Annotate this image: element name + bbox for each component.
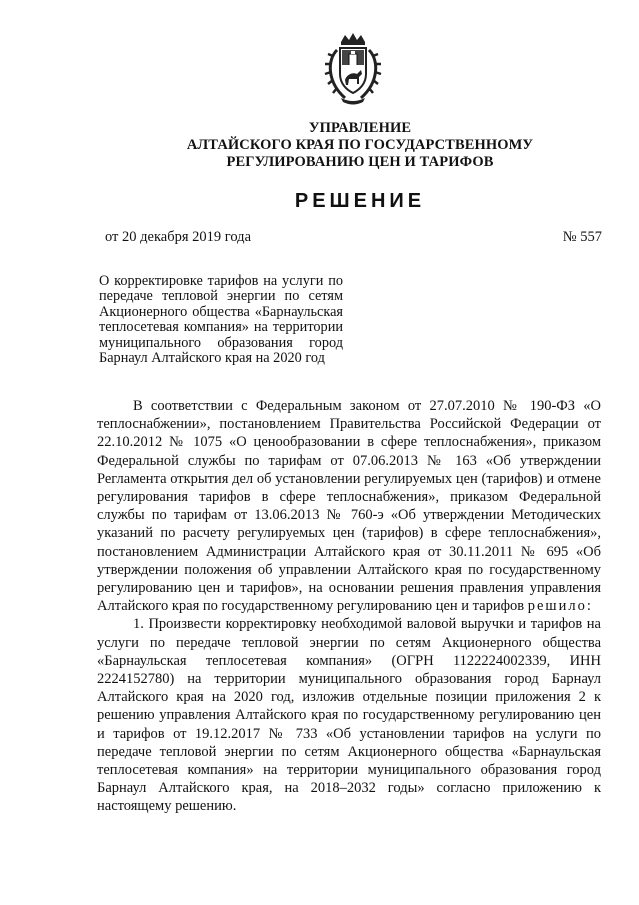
document-subject: О корректировке тарифов на услуги по передаче тепловой энергии по сетям Акционерного общества «Барнаульская теплосетевая компания» на территории муниципального образования город Барнаул Алтайского края на 2020 год [99,273,343,367]
preamble-colon: : [586,598,591,615]
preamble-text: В соответствии с Федеральным законом от 27.07.2010 № 190-ФЗ «О теплоснабжении», постановлением Правительства Российской Федерации от 22.10.2012 № 1075 «О ценообразовании в сфере теплоснабжения», приказом Федеральной службы по тарифам от 07.06.2013 № 163 «Об утверждении Регламента открытия дел об установлении регулируемых цен (тарифов) и отмене регулирования тарифов в сфере теплоснабжения», приказом Федеральной службы по тарифам от 13.06.2013 № 760-э «Об утверждении Методических указаний по расчету регулируемых цен (тарифов) в сфере теплоснабжения», постановлением Администрации Алтайского края от 30.11.2011 № 695 «Об утверждении положения об управлении Алтайского края по государственному регулированию цен и тарифов», на основании решения правления управления Алтайского края по государственному регулированию цен и тарифов [97,398,601,615]
document-date: от 20 декабря 2019 года [105,229,251,245]
document-body [97,397,601,816]
document-type-heading: РЕШЕНИЕ [294,190,426,212]
org-line-3: РЕГУЛИРОВАНИЮ ЦЕН И ТАРИФОВ [226,154,494,170]
preamble-paragraph [97,397,601,615]
document-number: № 557 [562,229,602,245]
org-line-2: АЛТАЙСКОГО КРАЯ ПО ГОСУДАРСТВЕННОМУ [186,137,534,153]
coat-of-arms-icon [323,32,383,106]
org-line-1: УПРАВЛЕНИЕ [308,120,412,136]
decided-word: решило [527,598,587,615]
issuing-authority [140,120,580,171]
clause-1-paragraph: 1. Произвести корректировку необходимой валовой выручки и тарифов на услуги по передаче тепловой энергии по сетям Акционерного общества «Барнаульская теплосетевая компания» (ОГРН 1122224002339, ИНН 2224152780) на территории муниципального образования город Барнаул Алтайского края на 2020 год, изложив отдельные позиции приложения 2 к решению управления Алтайского края по государственному регулированию цен и тарифов от 19.12.2017 № 733 «Об установлении тарифов на услуги по передаче тепловой энергии по сетям Акционерного общества «Барнаульская теплосетевая компания» на территории муниципального образования город Барнаул Алтайского края, на 2018–2032 годы» согласно приложению к настоящему решению. [97,616,601,815]
